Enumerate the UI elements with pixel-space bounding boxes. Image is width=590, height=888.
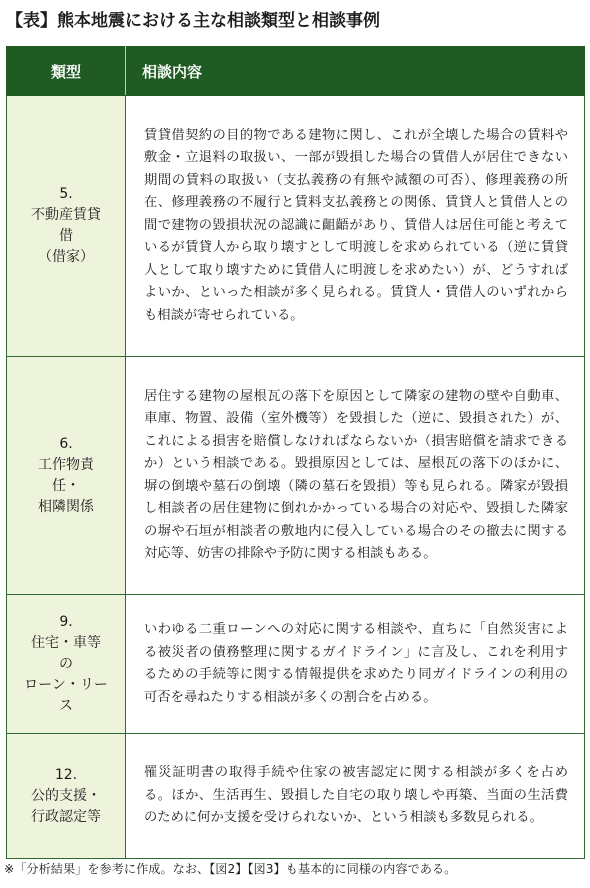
type-cell bbox=[7, 357, 126, 595]
page-title: 【表】熊本地震における主な相談類型と相談事例 bbox=[6, 11, 380, 31]
table-row bbox=[7, 357, 585, 595]
type-line: 借 bbox=[59, 228, 73, 244]
type-cell bbox=[7, 96, 126, 357]
table-row bbox=[7, 734, 585, 859]
type-line: 任・ bbox=[52, 477, 80, 494]
content-cell: いわゆる二重ローンへの対応に関する相談や、直ちに「自然災害による被災者の債務整理に関するガイドライン」に言及し、これを利用するための手続等に関する情報提供を求めたり同ガイドラインの利用の可否を尋ねたりする相談が多くの割合を占める。 bbox=[126, 595, 585, 734]
type-line: ローン・リー bbox=[24, 676, 108, 693]
type-line: 工作物責 bbox=[38, 456, 94, 473]
type-line: （借家） bbox=[38, 249, 94, 265]
type-line: ス bbox=[59, 697, 73, 714]
table-row bbox=[7, 96, 585, 357]
header-content: 相談内容 bbox=[126, 47, 585, 96]
type-line: 12. bbox=[54, 766, 78, 783]
type-line: の bbox=[59, 655, 73, 672]
content-cell: 罹災証明書の取得手続や住家の被害認定に関する相談が多くを占める。ほか、生活再生、毀損した自宅の取り壊しや再築、当面の生活費のために何か支援を受けられないか、という相談も多数見られる。 bbox=[126, 734, 585, 859]
type-cell bbox=[7, 734, 126, 859]
type-line: 行政認定等 bbox=[31, 808, 101, 825]
type-line: 9. bbox=[59, 613, 73, 630]
type-cell bbox=[7, 595, 126, 734]
type-line: 6. bbox=[59, 435, 73, 452]
header-type: 類型 bbox=[7, 47, 126, 96]
table-row bbox=[7, 595, 585, 734]
content-cell: 賃貸借契約の目的物である建物に関し、これが全壊した場合の賃料や敷金・立退料の取扱い、一部が毀損した場合の賃借人が居住できない期間の賃料の取扱い（支払義務の有無や減額の可否）、修理義務の所在、修理義務の不履行と賃料支払義務との関係、賃貸人と賃借人との間で建物の毀損状況の認識に齟齬があり、賃借人は居住可能と考えているが賃貸人から取り壊すとして明渡しを求められている（逆に賃貸人として取り壊すために賃借人に明渡しを求めたい）が、どうすればよいか、といった相談が多く見られる。賃貸人・賃借人のいずれからも相談が寄せられている。 bbox=[126, 96, 585, 357]
consultation-table bbox=[6, 46, 585, 859]
content-cell: 居住する建物の屋根瓦の落下を原因として隣家の建物の壁や自動車、車庫、物置、設備（室外機等）を毀損した（逆に、毀損された）が、これによる損害を賠償しなければならないか（損害賠償を請求できるか）という相談である。毀損原因としては、屋根瓦の落下のほかに、塀の倒壊や墓石の倒壊（隣の墓石を毀損）等も見られる。隣家が毀損し相談者の居住建物に倒れかかっている場合の対応や、毀損した隣家の塀や石垣が相談者の敷地内に侵入している場合のその撤去に関する対応等、妨害の排除や予防に関する相談もある。 bbox=[126, 357, 585, 595]
type-line: 住宅・車等 bbox=[31, 634, 101, 651]
type-line: 5. bbox=[59, 186, 73, 202]
type-line: 相隣関係 bbox=[38, 498, 94, 515]
table-header-row bbox=[7, 47, 585, 96]
footnote: ※「分析結果」を参考に作成。なお、【図2】【図3】も基本的に同様の内容である。 bbox=[4, 862, 457, 876]
type-line: 不動産賃貸 bbox=[31, 207, 101, 223]
type-line: 公的支援・ bbox=[31, 787, 101, 804]
